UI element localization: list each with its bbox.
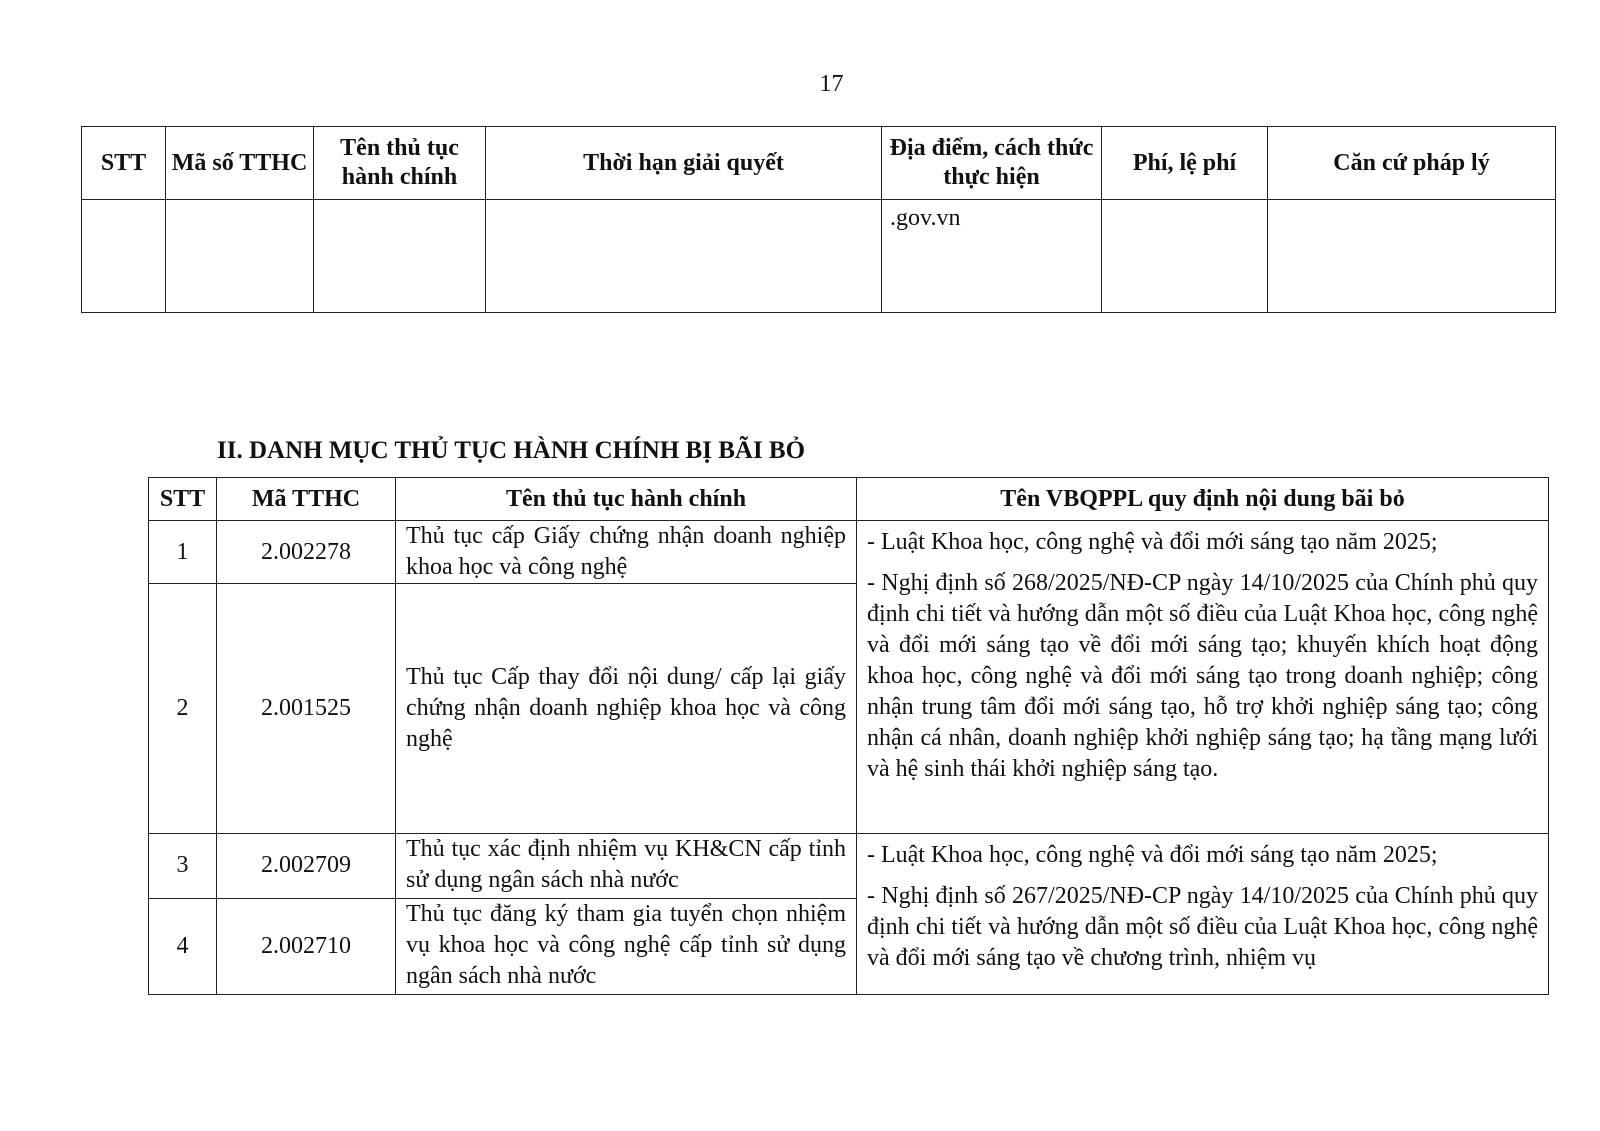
- cell-stt: 3: [149, 834, 217, 899]
- cell-stt: [82, 200, 166, 313]
- header-name: Tên thủ tục hành chính: [314, 127, 486, 200]
- cell-code: [166, 200, 314, 313]
- cell-stt: 2: [149, 584, 217, 834]
- cell-location: .gov.vn: [882, 200, 1102, 313]
- cell-stt: 4: [149, 898, 217, 994]
- table-row: [149, 521, 1549, 584]
- page-number: 17: [819, 71, 844, 97]
- table2-header-row: [149, 478, 1549, 521]
- table-row: [82, 200, 1556, 313]
- header-deadline: Thời hạn giải quyết: [486, 127, 882, 200]
- cell-code: 2.002278: [217, 521, 396, 584]
- cell-name: Thủ tục cấp Giấy chứng nhận doanh nghiệp khoa học và công nghệ: [396, 521, 857, 584]
- cell-stt: 1: [149, 521, 217, 584]
- cell-legal: [1268, 200, 1556, 313]
- cell-name: Thủ tục xác định nhiệm vụ KH&CN cấp tỉnh sử dụng ngân sách nhà nước: [396, 834, 857, 899]
- cell-code: 2.001525: [217, 584, 396, 834]
- procedures-detail-table: [81, 126, 1556, 313]
- header-fee: Phí, lệ phí: [1102, 127, 1268, 200]
- cell-name: Thủ tục đăng ký tham gia tuyển chọn nhiệm vụ khoa học và công nghệ cấp tỉnh sử dụng ngân sách nhà nước: [396, 898, 857, 994]
- abolished-procedures-table: [148, 477, 1549, 995]
- cell-deadline: [486, 200, 882, 313]
- cell-code: 2.002709: [217, 834, 396, 899]
- header-stt: STT: [149, 478, 217, 521]
- cell-name: Thủ tục Cấp thay đổi nội dung/ cấp lại giấy chứng nhận doanh nghiệp khoa học và công nghệ: [396, 584, 857, 834]
- cell-legal: [857, 834, 1549, 995]
- legal-law: - Luật Khoa học, công nghệ và đổi mới sáng tạo năm 2025;: [867, 529, 1438, 555]
- header-code: Mã TTHC: [217, 478, 396, 521]
- cell-code: 2.002710: [217, 898, 396, 994]
- legal-content: [867, 840, 1538, 988]
- section-heading: II. DANH MỤC THỦ TỤC HÀNH CHÍNH BỊ BÃI BỎ: [217, 437, 806, 464]
- cell-name: [314, 200, 486, 313]
- table1-header-row: [82, 127, 1556, 200]
- header-stt: STT: [82, 127, 166, 200]
- cell-fee: [1102, 200, 1268, 313]
- header-name: Tên thủ tục hành chính: [396, 478, 857, 521]
- legal-decree: - Nghị định số 267/2025/NĐ-CP ngày 14/10/2025 của Chính phủ quy định chi tiết và hướng dẫn một số điều của Luật Khoa học, công nghệ và đổi mới sáng tạo về chương trình, nhiệm vụ: [867, 883, 1538, 971]
- header-location: Địa điểm, cách thức thực hiện: [882, 127, 1102, 200]
- cell-legal: [857, 521, 1549, 834]
- header-legal: Căn cứ pháp lý: [1268, 127, 1556, 200]
- legal-law: - Luật Khoa học, công nghệ và đổi mới sáng tạo năm 2025;: [867, 842, 1438, 868]
- header-legal: Tên VBQPPL quy định nội dung bãi bỏ: [857, 478, 1549, 521]
- legal-decree: - Nghị định số 268/2025/NĐ-CP ngày 14/10/2025 của Chính phủ quy định chi tiết và hướng dẫn một số điều của Luật Khoa học, công nghệ và đổi mới sáng tạo về đổi mới sáng tạo; khuyến khích hoạt động khoa học, công nghệ và đổi mới sáng tạo trong doanh nghiệp; công nhận trung tâm đổi mới sáng tạo, hỗ trợ khởi nghiệp sáng tạo; công nhận cá nhân, doanh nghiệp khởi nghiệp sáng tạo; hạ tầng mạng lưới và hệ sinh thái khởi nghiệp sáng tạo.: [867, 570, 1538, 782]
- header-code: Mã số TTHC: [166, 127, 314, 200]
- table-row: [149, 834, 1549, 899]
